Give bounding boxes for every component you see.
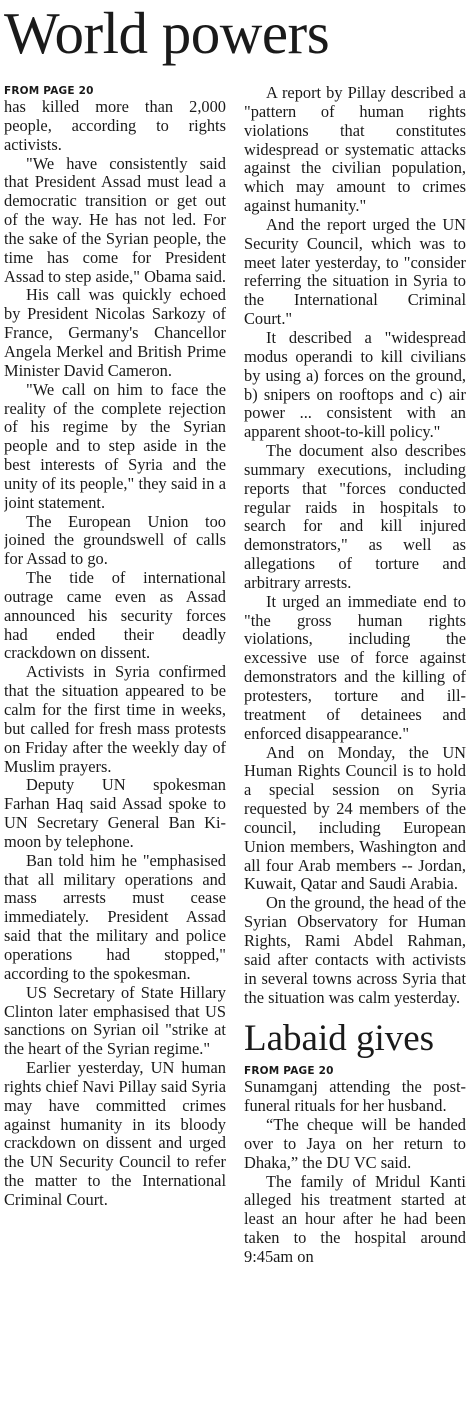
article-paragraph: On the ground, the head of the Syrian Observatory for Human Rights, Rami Abdel Rahman, said after contacts with activists in several towns across Syria that the situation was calm yesterday.: [244, 893, 466, 1007]
article-paragraph: It described a "widespread modus operandi to kill civilians by using a) forces on the ground, b) snipers on rooftops and c) air power ... consistent with an apparent shoot-to-kill policy.": [244, 327, 466, 442]
article-paragraph: His call was quickly echoed by President Nicolas Sarkozy of France, Germany's Chancellor Angela Merkel and British Prime Minister David Cameron.: [4, 285, 226, 380]
article-paragraph: has killed more than 2,000 people, according to rights activists.: [4, 97, 226, 154]
article-paragraph: The document also describes summary executions, including reports that "forces conducted regular raids in hospitals to search for and kill injured demonstrators," as well as allegations of torture and arbitrary arrests.: [244, 441, 466, 592]
article-paragraph: US Secretary of State Hillary Clinton later emphasised that US sanctions on Syrian oil "strike at the heart of the Syrian regime.": [4, 982, 226, 1059]
article-paragraph: "We call on him to face the reality of the complete rejection of his regime by the Syrian people and to step aside in the best interests of Syria and the unity of its people," they said in a joint statement.: [4, 379, 226, 512]
article-paragraph: Deputy UN spokesman Farhan Haq said Assad spoke to UN Secretary General Ban Ki-moon by telephone.: [4, 775, 226, 851]
right-column: [244, 84, 466, 1415]
article-paragraph: “The cheque will be handed over to Jaya on her return to Dhaka,” the DU VC said.: [244, 1115, 466, 1172]
article-paragraph: Ban told him he "emphasised that all military operations and mass arrests must cease immediately. President Assad said that the military and police operations had stopped," according to the spokesman.: [4, 850, 226, 983]
article-paragraph: A report by Pillay described a "pattern of human rights violations that constitutes widespread or systematic attacks against the civilian population, which may amount to crimes against humanity.": [244, 84, 466, 216]
jump-label-main: FROM PAGE 20: [4, 85, 94, 97]
article-paragraph: The family of Mridul Kanti alleged his treatment started at least an hour after he had been taken to the hospital around 9:45am on: [244, 1171, 466, 1266]
article-paragraph: The tide of international outrage came even as Assad announced his security forces had ended their deadly crackdown on dissent.: [4, 568, 226, 663]
jump-label-second: FROM PAGE 20: [244, 1065, 334, 1078]
main-headline: World powers: [4, 0, 330, 66]
article-paragraph: Sunamganj attending the post-funeral rituals for her husband.: [244, 1077, 466, 1116]
second-headline: Labaid gives: [244, 1018, 435, 1060]
left-column: [4, 84, 226, 1415]
article-paragraph: Activists in Syria confirmed that the situation appeared to be calm for the first time in weeks, but called for fresh mass protests on Friday after the weekly day of Muslim prayers.: [4, 662, 226, 776]
article-paragraph: And the report urged the UN Security Council, which was to meet later yesterday, to "consider referring the situation in Syria to the International Criminal Court.": [244, 214, 466, 329]
article-paragraph: The European Union too joined the groundswell of calls for Assad to go.: [4, 511, 226, 569]
article-paragraph: It urged an immediate end to "the gross human rights violations, including the excessive use of force against demonstrators and the killing of protesters, torture and ill-treatment of detainees and enforced disappearance.": [244, 591, 466, 743]
article-paragraph: "We have consistently said that President Assad must lead a democratic transition or get out of the way. He has not led. For the sake of the Syrian people, the time has come for President Assad to step aside," Obama said.: [4, 153, 226, 286]
article-paragraph: Earlier yesterday, UN human rights chief Navi Pillay said Syria may have committed crimes against humanity in its bloody crackdown on dissent and urged the UN Security Council to refer the matter to the International Criminal Court.: [4, 1058, 226, 1209]
article-paragraph: And on Monday, the UN Human Rights Council is to hold a special session on Syria requested by 24 members of the council, including European Union members, Washington and all four Arab members -- Jordan, Kuwait, Qatar and Saudi Arabia.: [244, 742, 466, 894]
